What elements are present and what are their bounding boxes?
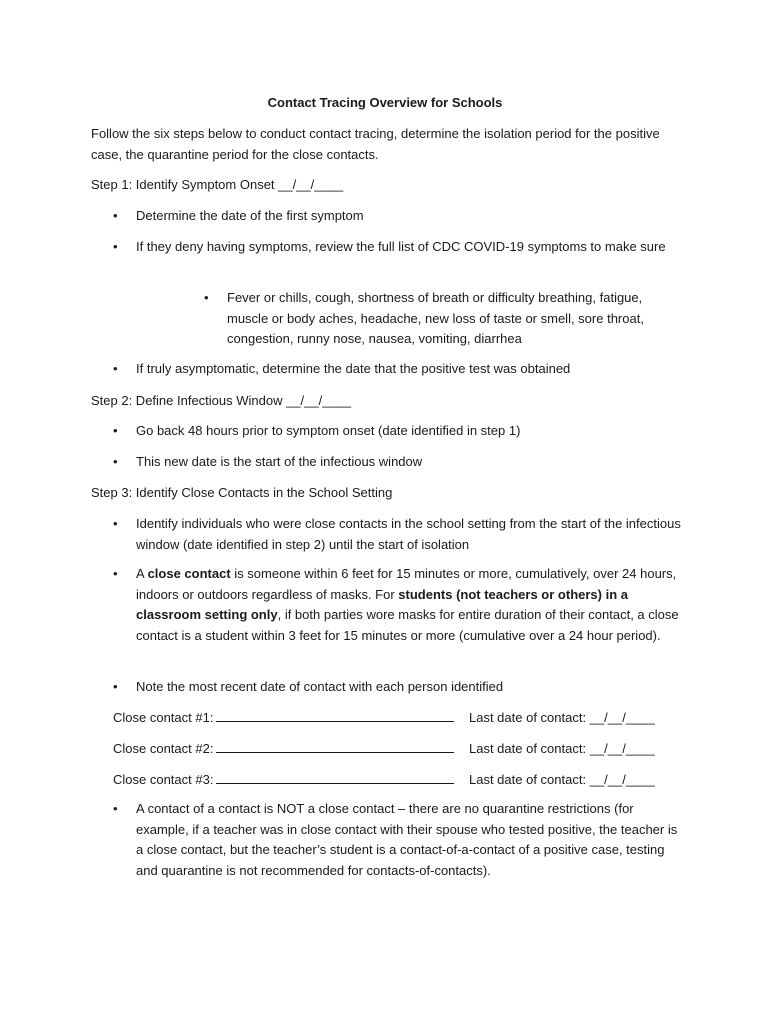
close-contact-label: Close contact #2: <box>113 741 214 756</box>
close-contact-row-1 <box>113 708 683 729</box>
close-contact-name-field[interactable] <box>216 770 454 784</box>
bullet-marker: • <box>113 454 118 469</box>
step3-bullet-4 <box>113 799 683 881</box>
step3-bullet-1 <box>113 514 683 555</box>
bullet-marker: • <box>113 566 118 581</box>
text-run: , if both parties wore masks for entire duration of their contact, a close contact is a student within 3 feet for 15 minutes or more (cumulative over a 24 hour period). <box>136 607 679 643</box>
bullet-text: Identify individuals who were close contacts in the school setting from the start of the infectious window (date identified in step 2) until the start of isolation <box>136 516 681 552</box>
bullet-marker: • <box>113 208 118 223</box>
bullet-marker: • <box>113 679 118 694</box>
bullet-marker: • <box>113 801 118 816</box>
bullet-text <box>136 564 683 646</box>
intro-paragraph: Follow the six steps below to conduct contact tracing, determine the isolation period for the positive case, the quarantine period for the close contacts. <box>91 126 660 162</box>
bullet-marker: • <box>113 361 118 376</box>
step1-sub-bullet <box>204 288 684 350</box>
step3-heading: Step 3: Identify Close Contacts in the School Setting <box>91 485 393 500</box>
page-title: Contact Tracing Overview for Schools <box>267 95 503 110</box>
close-contact-name-field[interactable] <box>216 708 454 722</box>
close-contact-name-field[interactable] <box>216 739 454 753</box>
step3-bullet-3 <box>113 677 683 698</box>
last-contact-date-field[interactable]: Last date of contact: __/__/____ <box>469 741 655 756</box>
close-contact-row-2 <box>113 739 683 760</box>
bullet-marker: • <box>113 239 118 254</box>
bullet-text: If they deny having symptoms, review the full list of CDC COVID-19 symptoms to make sure <box>136 239 666 254</box>
step2-heading: Step 2: Define Infectious Window __/__/____ <box>91 393 352 408</box>
bullet-marker: • <box>204 290 209 305</box>
step1-bullet-1 <box>113 206 683 227</box>
step3-bullet-2 <box>113 564 683 646</box>
bullet-marker: • <box>113 516 118 531</box>
bullet-text: If truly asymptomatic, determine the date that the positive test was obtained <box>136 361 571 376</box>
last-contact-date-field[interactable]: Last date of contact: __/__/____ <box>469 710 655 725</box>
bullet-text: Fever or chills, cough, shortness of breath or difficulty breathing, fatigue, muscle or body aches, headache, new loss of taste or smell, sore throat, congestion, runny nose, nausea, vomiting, diarrhea <box>227 290 644 346</box>
step1-bullet-3 <box>113 359 683 380</box>
bullet-text: Go back 48 hours prior to symptom onset (date identified in step 1) <box>136 423 521 438</box>
step2-bullet-1 <box>113 421 683 442</box>
bullet-text: Note the most recent date of contact with each person identified <box>136 679 504 694</box>
text-run: A <box>136 566 148 581</box>
close-contact-label: Close contact #1: <box>113 710 214 725</box>
step2-bullet-2 <box>113 452 683 473</box>
bullet-text: This new date is the start of the infectious window <box>136 454 423 469</box>
close-contact-label: Close contact #3: <box>113 772 214 787</box>
step1-heading: Step 1: Identify Symptom Onset __/__/____ <box>91 177 344 192</box>
text-run: is someone within 6 feet for 15 minutes or more, cumulatively, over 24 hours, indoors or outdoors regardless of masks. For <box>136 566 677 602</box>
bullet-text: Determine the date of the first symptom <box>136 208 364 223</box>
bold-close-contact: close contact <box>147 566 231 581</box>
bullet-text: A contact of a contact is NOT a close contact – there are no quarantine restrictions (for example, if a teacher was in close contact with their spouse who tested positive, the teacher is a close contact, but the teacher’s student is a contact-of-a-contact of a positive case, testing and quarantine is not recommended for contacts-of-contacts). <box>136 801 678 878</box>
bold-students-clause: students (not teachers or others) in a classroom setting only <box>136 586 628 622</box>
last-contact-date-field[interactable]: Last date of contact: __/__/____ <box>469 772 655 787</box>
bullet-marker: • <box>113 423 118 438</box>
close-contact-row-3 <box>113 770 683 791</box>
step1-bullet-2 <box>113 237 683 258</box>
